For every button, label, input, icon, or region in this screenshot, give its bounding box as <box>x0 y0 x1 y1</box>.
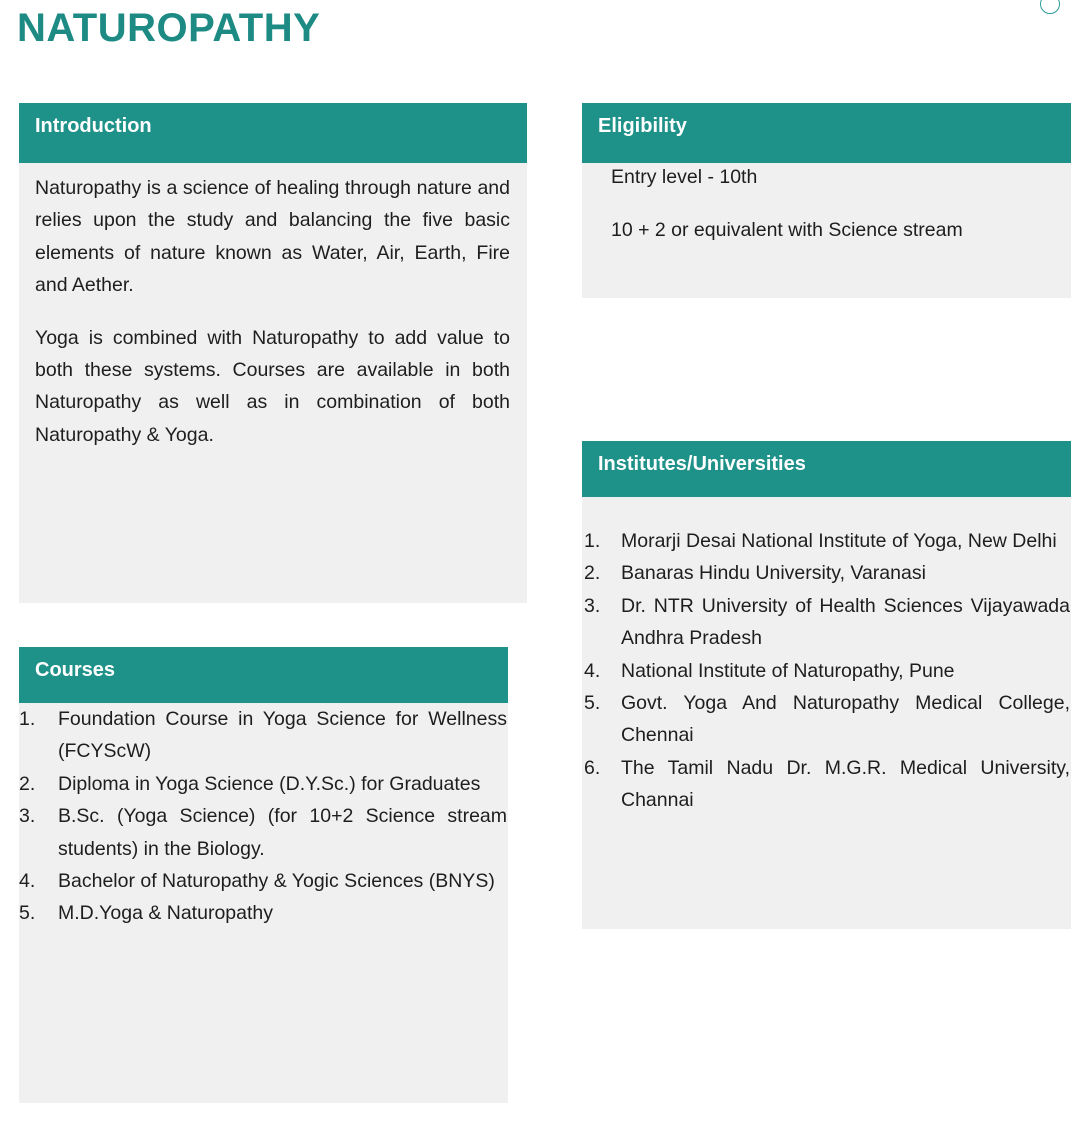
institute-text: Govt. Yoga And Naturopathy Medical College, Chennai <box>621 692 1070 747</box>
institute-item <box>584 752 1070 817</box>
institute-text: Banaras Hindu University, Varanasi <box>621 562 926 585</box>
eligibility-item: Entry level - 10th <box>611 166 758 188</box>
institutes-panel <box>582 441 1071 929</box>
introduction-heading: Introduction <box>19 103 527 163</box>
course-text: Bachelor of Naturopathy & Yogic Sciences (BNYS) <box>58 870 495 893</box>
eligibility-body <box>611 161 1061 246</box>
course-text: Foundation Course in Yoga Science for Wellness (FCYScW) <box>58 708 507 763</box>
institute-number: 6. <box>584 756 601 779</box>
institute-number: 2. <box>584 562 601 585</box>
course-number: 2. <box>19 772 36 795</box>
introduction-paragraph: Naturopathy is a science of healing through nature and relies upon the study and balancing the five basic elements of nature known as Water, Air, Earth, Fire and Aether. <box>35 177 510 297</box>
course-text: M.D.Yoga & Naturopathy <box>58 902 273 925</box>
course-number: 4. <box>19 870 36 893</box>
institute-text: National Institute of Naturopathy, Pune <box>621 659 955 682</box>
institute-item <box>584 557 1070 589</box>
institute-text: Dr. NTR University of Health Sciences Vijayawada Andhra Pradesh <box>621 594 1070 650</box>
course-number: 1. <box>19 708 36 730</box>
course-item <box>19 897 507 929</box>
course-number: 5. <box>19 902 36 925</box>
institute-item <box>584 687 1070 752</box>
course-text: Diploma in Yoga Science (D.Y.Sc.) for Graduates <box>58 772 481 795</box>
institute-text: Morarji Desai National Institute of Yoga, New Delhi <box>621 530 1057 552</box>
page-title: NATUROPATHY <box>17 6 321 50</box>
institutes-heading: Institutes/Universities <box>582 441 1071 497</box>
institutes-body <box>584 525 1070 817</box>
institutes-list <box>584 525 1070 817</box>
courses-body <box>19 703 507 930</box>
institute-item <box>584 655 1070 687</box>
institute-number: 3. <box>584 594 601 617</box>
introduction-body <box>35 172 510 451</box>
institute-number: 1. <box>584 530 601 552</box>
course-item <box>19 865 507 897</box>
courses-heading: Courses <box>19 647 508 703</box>
institute-number: 5. <box>584 692 601 715</box>
course-number: 3. <box>19 805 36 828</box>
eligibility-panel <box>582 103 1071 298</box>
institute-item <box>584 525 1070 557</box>
courses-list <box>19 703 507 930</box>
eligibility-item: 10 + 2 or equivalent with Science stream <box>611 219 963 241</box>
institute-item <box>584 590 1070 655</box>
courses-panel <box>19 647 508 1103</box>
course-item <box>19 768 507 800</box>
corner-circle-decoration <box>1040 0 1060 14</box>
course-item <box>19 800 507 865</box>
introduction-panel <box>19 103 527 603</box>
course-text: B.Sc. (Yoga Science) (for 10+2 Science stream students) in the Biology. <box>58 805 507 860</box>
introduction-paragraph: Yoga is combined with Naturopathy to add value to both these systems. Courses are available in both Naturopathy as well as in combination of both Naturopathy & Yoga. <box>35 326 510 446</box>
institute-text: The Tamil Nadu Dr. M.G.R. Medical University, Channai <box>621 756 1070 812</box>
course-item <box>19 703 507 768</box>
institute-number: 4. <box>584 659 601 682</box>
eligibility-heading: Eligibility <box>582 103 1071 163</box>
